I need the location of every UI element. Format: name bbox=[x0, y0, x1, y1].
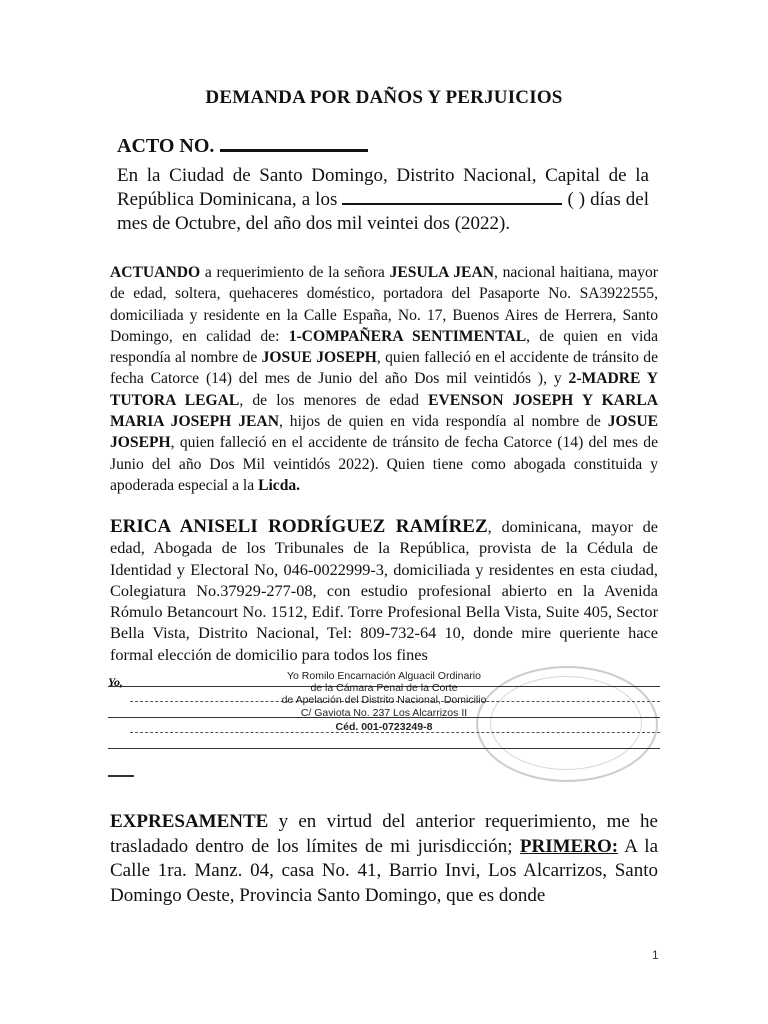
body-text: , dominicana, mayor de edad, Abogada de los Tribunales de la República, provista de la Cédula de Identidad y Electoral No, 046-0022999-3, domiciliada y residentes en esta ciudad, Colegiatura No.37929-277-08, con estudio profesional abierto en la Avenida Rómulo Betancourt No. 1512, Edif. Torre Profesional Bella Vista, Suite 405, Sector Bella Vista, Distrito Nacional, Tel: 809-732-64 10, donde mire queriente hace formal elección de domicilio para todos los fines bbox=[110, 517, 658, 664]
body-text: , hijos de quien en vida respondía al nombre de bbox=[278, 413, 608, 431]
intro-paragraph bbox=[117, 164, 649, 236]
attorney-name: ERICA ANISELI RODRÍGUEZ RAMÍREZ bbox=[110, 516, 488, 537]
deceased-name: JOSUE JOSEPH bbox=[110, 413, 658, 452]
document-title: DEMANDA POR DAÑOS Y PERJUICIOS bbox=[205, 87, 563, 108]
expresamente-paragraph bbox=[110, 810, 658, 908]
attorney-paragraph bbox=[110, 516, 658, 665]
stamp-line: Yo Romilo Encarnación Alguacil Ordinario bbox=[287, 670, 481, 682]
deceased-name: JOSUE JOSEPH bbox=[261, 349, 377, 367]
separator-line bbox=[108, 775, 134, 777]
bailiff-stamp bbox=[108, 668, 660, 776]
body-text: y en virtud del anterior requerimiento, me he trasladado dentro de los límites de mi jurisdicción; bbox=[110, 811, 658, 857]
minors-names: EVENSON JOSEPH Y KARLA MARIA JOSEPH JEAN bbox=[110, 391, 658, 431]
body-text: , quien falleció en el accidente de tránsito de fecha Catorce (14) del mes de Junio del año Dos Mil veintidós 2022). Quien tiene como abogada constituida y apoderada especial a la bbox=[110, 434, 658, 494]
capacity-2: 2-MADRE Y TUTORA LEGAL bbox=[110, 370, 658, 409]
acto-number-line bbox=[117, 135, 368, 158]
client-name: JESULA JEAN bbox=[389, 264, 494, 281]
stamp-line: de Apelación del Distrito Nacional, Domicilio bbox=[281, 694, 487, 706]
intro-text-1: En la Ciudad de Santo Domingo, Distrito Nacional, Capital de la República Dominicana, a los bbox=[117, 165, 649, 210]
licda-label: Licda. bbox=[258, 476, 301, 494]
stamp-line: C/ Gaviota No. 237 Los Alcarrizos II bbox=[300, 707, 468, 719]
capacity-1: 1-COMPAÑERA SENTIMENTAL bbox=[288, 327, 527, 345]
body-text: , quien falleció en el accidente de tránsito de fecha Catorce (14) del mes de Junio del año Dos mil veintidós ), y bbox=[110, 349, 658, 388]
form-rule bbox=[108, 748, 660, 749]
body-text: a requerimiento de la señora bbox=[200, 264, 390, 281]
acto-label: ACTO NO. bbox=[117, 135, 215, 157]
actuando-label: ACTUANDO bbox=[110, 264, 201, 281]
page-number: 1 bbox=[652, 948, 659, 962]
expresamente-label: EXPRESAMENTE bbox=[110, 811, 269, 832]
stamp-line: de la Cámara Penal de la Corte bbox=[310, 682, 458, 694]
stamp-line: Céd. 001-0723249-8 bbox=[335, 721, 433, 733]
body-text: , nacional haitiana, mayor de edad, soltera, quehaceres doméstico, portadora del Pasaporte No. SA3922555, domiciliada y residente en la Calle España, No. 17, Buenos Aires de Herrera, Santo Domingo, en calidad de: bbox=[110, 264, 658, 345]
primero-label: PRIMERO: bbox=[519, 835, 619, 857]
body-text: , de quien en vida respondía al nombre de bbox=[110, 327, 659, 367]
day-blank bbox=[342, 188, 562, 205]
actuando-paragraph bbox=[110, 262, 658, 496]
intro-text-2: ( ) días del mes de Octubre, del año dos mil veintei dos (2022). bbox=[117, 189, 650, 234]
acto-number-blank bbox=[220, 135, 368, 152]
yo-label: Yo, bbox=[108, 675, 123, 689]
body-text: A la Calle 1ra. Manz. 04, casa No. 41, Barrio Invi, Los Alcarrizos, Santo Domingo Oeste, Provincia Santo Domingo, que es donde bbox=[110, 835, 658, 906]
body-text: , de los menores de edad bbox=[239, 391, 429, 409]
